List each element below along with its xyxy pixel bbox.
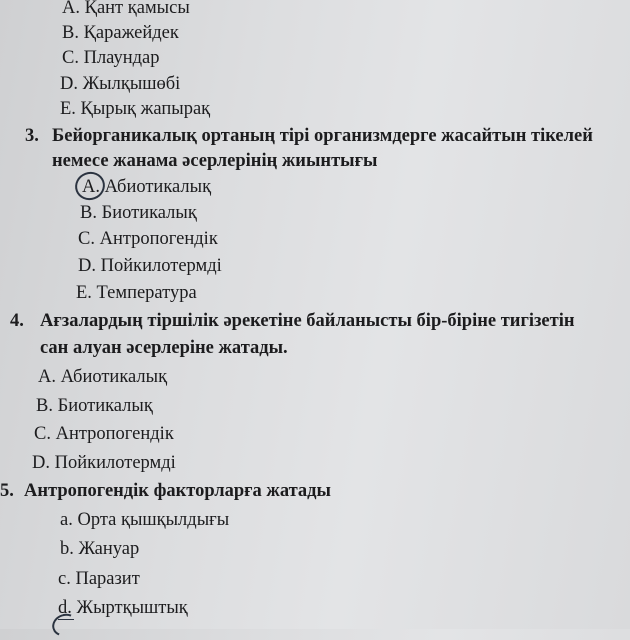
q3-number: 3. xyxy=(25,126,39,146)
q3-option-d: D. Пойкилотермді xyxy=(78,256,222,276)
q4-number: 4. xyxy=(10,311,24,331)
q2-option-b: B. Қаражейдек xyxy=(62,23,179,43)
q4-option-a: A. Абиотикалық xyxy=(38,367,168,387)
q4-option-b: B. Биотикалық xyxy=(36,396,153,416)
answer-circle-mark xyxy=(71,168,109,205)
q2-option-d: D. Жылқышөбі xyxy=(60,74,181,94)
q5-option-c: c. Паразит xyxy=(58,569,140,589)
q2-option-a: A. Қант қамысы xyxy=(62,0,190,18)
q4-option-d: D. Пойкилотермді xyxy=(32,453,176,473)
q3-option-c: C. Антропогендік xyxy=(78,229,218,249)
q4-text-line2: сан алуан әсерлеріне жатады. xyxy=(40,338,288,358)
q5-option-d: d. Жыртқыштық xyxy=(58,598,188,618)
q5-text-line1: Антропогендік факторларға жатады xyxy=(24,481,331,501)
q3-option-b: B. Биотикалық xyxy=(80,203,197,223)
q3-option-a: A. Абиотикалық xyxy=(82,177,212,197)
q5-option-a: a. Орта қышқылдығы xyxy=(60,510,230,530)
q3-option-e: E. Температура xyxy=(76,283,197,303)
q3-text-line1: Бейорганикалық ортаның тірі организмдерге жасайтын тікелей xyxy=(52,126,593,146)
q4-option-c: C. Антропогендік xyxy=(34,424,174,444)
q2-option-e: E. Қырық жапырақ xyxy=(60,99,211,119)
q5-option-b: b. Жануар xyxy=(60,539,140,559)
q2-option-c: C. Плаундар xyxy=(62,48,160,68)
q4-text-line1: Ағзалардың тіршілік әрекетіне байланысты бір-біріне тигізетін xyxy=(40,311,575,331)
q5-number: 5. xyxy=(0,481,14,501)
q3-text-line2: немесе жанама әсерлерінің жиынтығы xyxy=(52,151,378,171)
